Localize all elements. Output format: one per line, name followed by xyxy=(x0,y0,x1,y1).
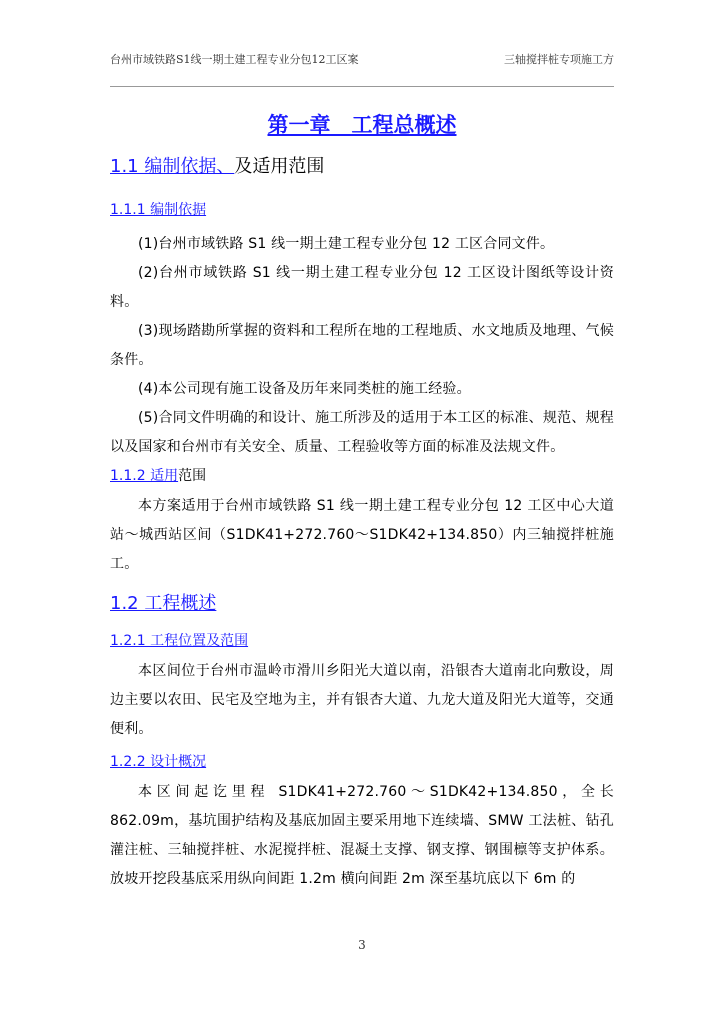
section-1-1-2-link[interactable]: 1.1.2 适用 xyxy=(110,468,179,484)
scope-paragraph: 本方案适用于台州市域铁路 S1 线一期土建工程专业分包 12 工区中心大道站～城西站区间（S1DK41+272.760～S1DK42+134.850）内三轴搅拌桩施工。 xyxy=(110,498,614,572)
section-1-2-1-heading xyxy=(110,631,614,651)
header-left-text: 台州市域铁路S1线一期土建工程专业分包12工区案 xyxy=(110,53,359,66)
design-paragraph: 本区间起讫里程 S1DK41+272.760～S1DK42+134.850，全长 862.09m，基坑围护结构及基底加固主要采用地下连续墙、SMW 工法桩、钻孔灌注桩、三轴搅拌桩、水泥搅拌桩、混凝土支撑、钢支撑、钢围檩等支护体系。放坡开挖段基底采用纵向间距 1.2m 横向间距 2m 深至基坑底以下 6m 的 xyxy=(110,784,614,887)
section-1-1-heading xyxy=(110,154,614,180)
basis-item-5: (5)合同文件明确的和设计、施工所涉及的适用于本工区的标准、规范、规程以及国家和台州市有关安全、质量、工程验收等方面的标准及法规文件。 xyxy=(110,410,614,455)
section-1-1-1-heading xyxy=(110,200,614,220)
page-number: 3 xyxy=(358,938,366,952)
section-1-1-rest: 及适用范围 xyxy=(234,156,325,177)
section-1-2-link[interactable]: 1.2 工程概述 xyxy=(110,593,217,614)
section-1-1-link[interactable]: 1.1 编制依据、 xyxy=(110,156,235,177)
section-1-2-2-link[interactable]: 1.2.2 设计概况 xyxy=(110,754,207,770)
section-1-2-heading xyxy=(110,591,614,617)
section-1-2-1-link[interactable]: 1.2.1 工程位置及范围 xyxy=(110,633,249,649)
section-1-2-2-heading xyxy=(110,752,614,772)
section-1-1-2-rest: 范围 xyxy=(178,468,207,484)
basis-item-4: (4)本公司现有施工设备及历年来同类桩的施工经验。 xyxy=(138,381,471,397)
basis-item-3: (3)现场踏勘所掌握的资料和工程所在地的工程地质、水文地质及地理、气候条件。 xyxy=(110,323,614,368)
basis-item-1: (1)台州市域铁路 S1 线一期土建工程专业分包 12 工区合同文件。 xyxy=(138,236,555,252)
chapter-title[interactable]: 第一章 工程总概述 xyxy=(267,112,457,137)
section-1-1-2-heading xyxy=(110,466,614,486)
basis-item-2: (2)台州市域铁路 S1 线一期土建工程专业分包 12 工区设计图纸等设计资料。 xyxy=(110,265,614,310)
section-1-1-1-link[interactable]: 1.1.1 编制依据 xyxy=(110,202,207,218)
document-body xyxy=(110,110,614,894)
header-rule xyxy=(110,86,614,87)
header-right-text: 三轴搅拌桩专项施工方 xyxy=(504,53,614,66)
location-paragraph: 本区间位于台州市温岭市滑川乡阳光大道以南，沿银杏大道南北向敷设，周边主要以农田、民宅及空地为主，并有银杏大道、九龙大道及阳光大道等，交通便利。 xyxy=(110,663,614,737)
